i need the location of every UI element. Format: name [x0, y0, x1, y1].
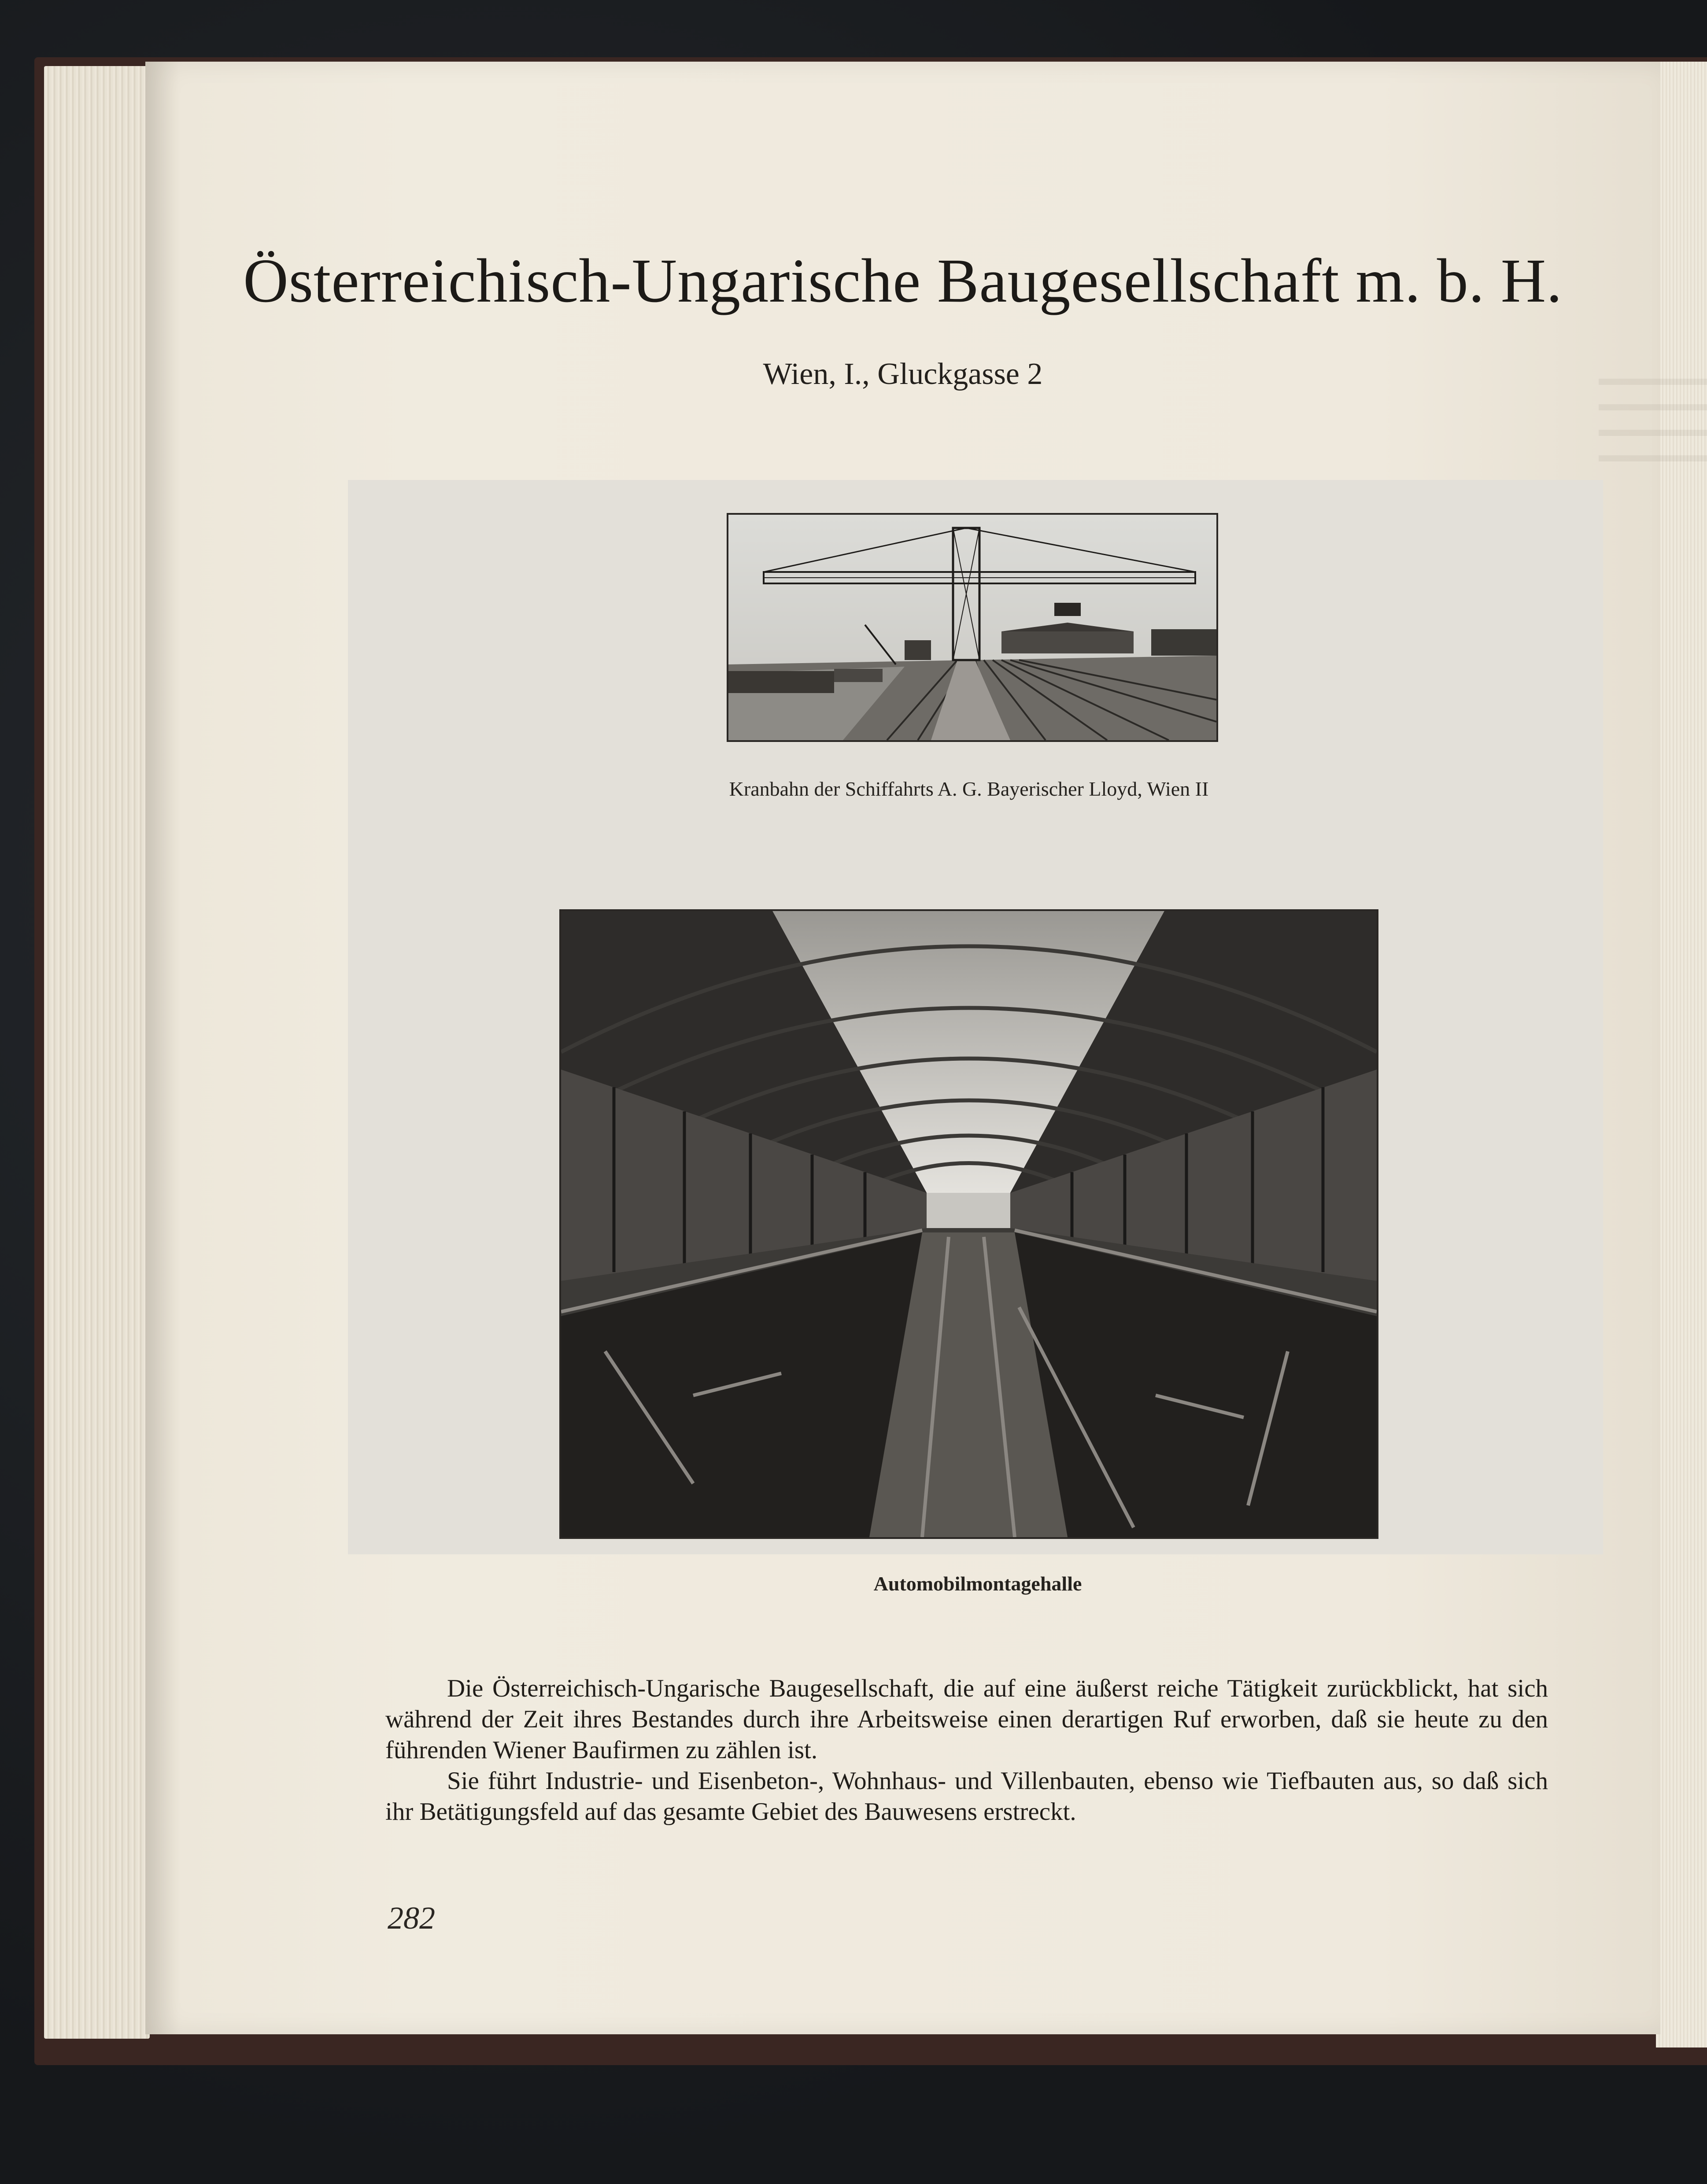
hall-photo [559, 909, 1378, 1539]
figure-caption-2: Automobilmontagehalle [873, 1572, 1082, 1595]
page-number: 282 [388, 1900, 435, 1936]
crane-photo [727, 513, 1218, 742]
page-stack-left [44, 66, 150, 2039]
page-title: Österreichisch-Ungarische Baugesellschaft m. b. H. [243, 246, 1563, 315]
paragraph-1: Die Österreichisch-Ungarische Baugesellschaft, die auf eine äußerst reiche Tätigkeit zurückblickt, hat sich während der Zeit ihres Bestandes durch ihre Arbeitsweise einen derartigen Ruf erworben, daß sie heute zu den führenden Wiener Baufirmen zu zählen ist. [385, 1675, 1548, 1764]
page-stack-right [1656, 62, 1707, 2048]
body-text [385, 1673, 1548, 1827]
figure-caption-1: Kranbahn der Schiffahrts A. G. Bayerischer Lloyd, Wien II [729, 778, 1209, 800]
paragraph-2: Sie führt Industrie- und Eisenbeton-, Wohnhaus- und Villenbauten, ebenso wie Tiefbauten aus, so daß sich ihr Betätigungsfeld auf das gesamte Gebiet des Bauwesens erstreckt. [385, 1767, 1548, 1826]
show-through-text [1599, 379, 1707, 480]
company-address: Wien, I., Gluckgasse 2 [763, 357, 1043, 391]
